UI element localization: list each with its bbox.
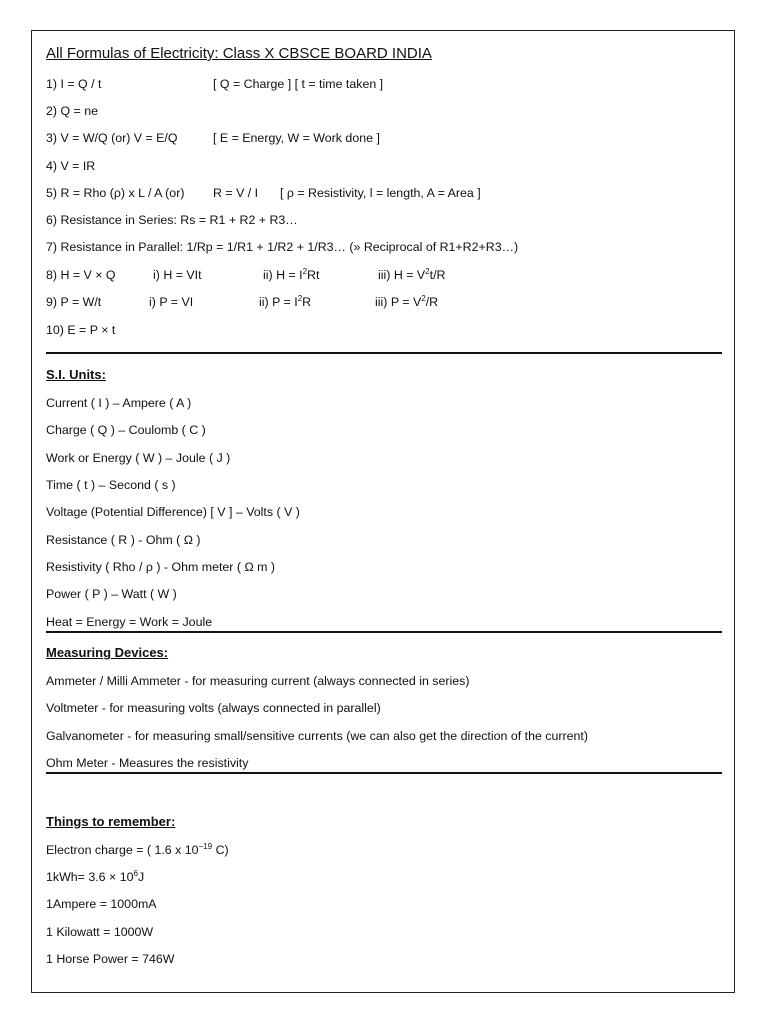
- remember-item: 1 Horse Power = 746W: [46, 952, 175, 966]
- section-divider: [46, 352, 722, 354]
- si-unit-item: Charge ( Q ) – Coulomb ( C ): [46, 423, 206, 437]
- formula-5-alt: R = V / I: [213, 186, 259, 200]
- si-unit-item: Heat = Energy = Work = Joule: [46, 615, 213, 629]
- formula-1-note: [ Q = Charge ] [ t = time taken ]: [213, 77, 384, 91]
- si-unit-item: Current ( I ) – Ampere ( A ): [46, 396, 192, 410]
- formula-8: 8) H = V × Q: [46, 268, 116, 282]
- remember-item: 1Ampere = 1000mA: [46, 897, 157, 911]
- formula-8-ii: ii) $H = I^2Rt$: [263, 267, 320, 282]
- remember-item: 1 Kilowatt = 1000W: [46, 925, 154, 939]
- things-to-remember-heading: Things to remember:: [46, 814, 176, 829]
- device-item: Voltmeter - for measuring volts (always connected in parallel): [46, 701, 381, 715]
- formula-9: 9) P = W/t: [46, 295, 102, 309]
- formula-9-ii: ii) $P = I^2R$: [259, 294, 312, 309]
- formula-5-note: [ ρ = Resistivity, l = length, A = Area ]: [280, 186, 481, 200]
- formula-9-i: i) P = VI: [149, 295, 194, 309]
- si-unit-item: Time ( t ) – Second ( s ): [46, 478, 176, 492]
- formula-1: 1) I = Q / t: [46, 77, 102, 91]
- formula-10: 10) E = P × t: [46, 323, 116, 337]
- formula-5: 5) R = Rho (ρ) x L / A (or): [46, 186, 185, 200]
- device-item: Ammeter / Milli Ammeter - for measuring current (always connected in series): [46, 674, 470, 688]
- formula-3-note: [ E = Energy, W = Work done ]: [213, 131, 380, 145]
- page-title: All Formulas of Electricity: Class X CBSCE BOARD INDIA: [46, 45, 432, 62]
- device-item: Galvanometer - for measuring small/sensitive currents (we can also get the direction of the current): [46, 729, 588, 743]
- formula-7: 7) Resistance in Parallel: 1/Rp = 1/R1 + 1/R2 + 1/R3… (» Reciprocal of R1+R2+R3…): [46, 240, 519, 254]
- section-divider: [46, 631, 722, 633]
- kwh-conversion: $1kWh= 3.6 \times 10^6J$: [46, 869, 145, 884]
- formula-9-iii: iii) $P = V^2/R$: [375, 294, 439, 309]
- si-unit-item: Power ( P ) – Watt ( W ): [46, 587, 177, 601]
- formula-8-iii: iii) $H = V^2t/R$: [378, 267, 446, 282]
- measuring-devices-heading: Measuring Devices:: [46, 645, 169, 660]
- formula-8-i: i) H = VIt: [153, 268, 202, 282]
- si-unit-item: Resistance ( R ) - Ohm ( Ω ): [46, 533, 201, 547]
- electron-charge: Electron charge = ( 1.6 x $10^{-19}$ C): [46, 842, 229, 857]
- si-unit-item: Resistivity ( Rho / ρ ) - Ohm meter ( Ω m ): [46, 560, 276, 574]
- device-item: Ohm Meter - Measures the resistivity: [46, 756, 249, 770]
- formula-4: 4) V = IR: [46, 159, 96, 173]
- formula-2: 2) Q = ne: [46, 104, 99, 118]
- si-units-heading: S.I. Units:: [46, 367, 106, 382]
- formula-3: 3) V = W/Q (or) V = E/Q: [46, 131, 178, 145]
- section-divider: [46, 772, 722, 774]
- si-unit-item: Work or Energy ( W ) – Joule ( J ): [46, 451, 231, 465]
- si-unit-item: Voltage (Potential Difference) [ V ] – Volts ( V ): [46, 505, 300, 519]
- formula-6: 6) Resistance in Series: Rs = R1 + R2 + R3…: [46, 213, 298, 227]
